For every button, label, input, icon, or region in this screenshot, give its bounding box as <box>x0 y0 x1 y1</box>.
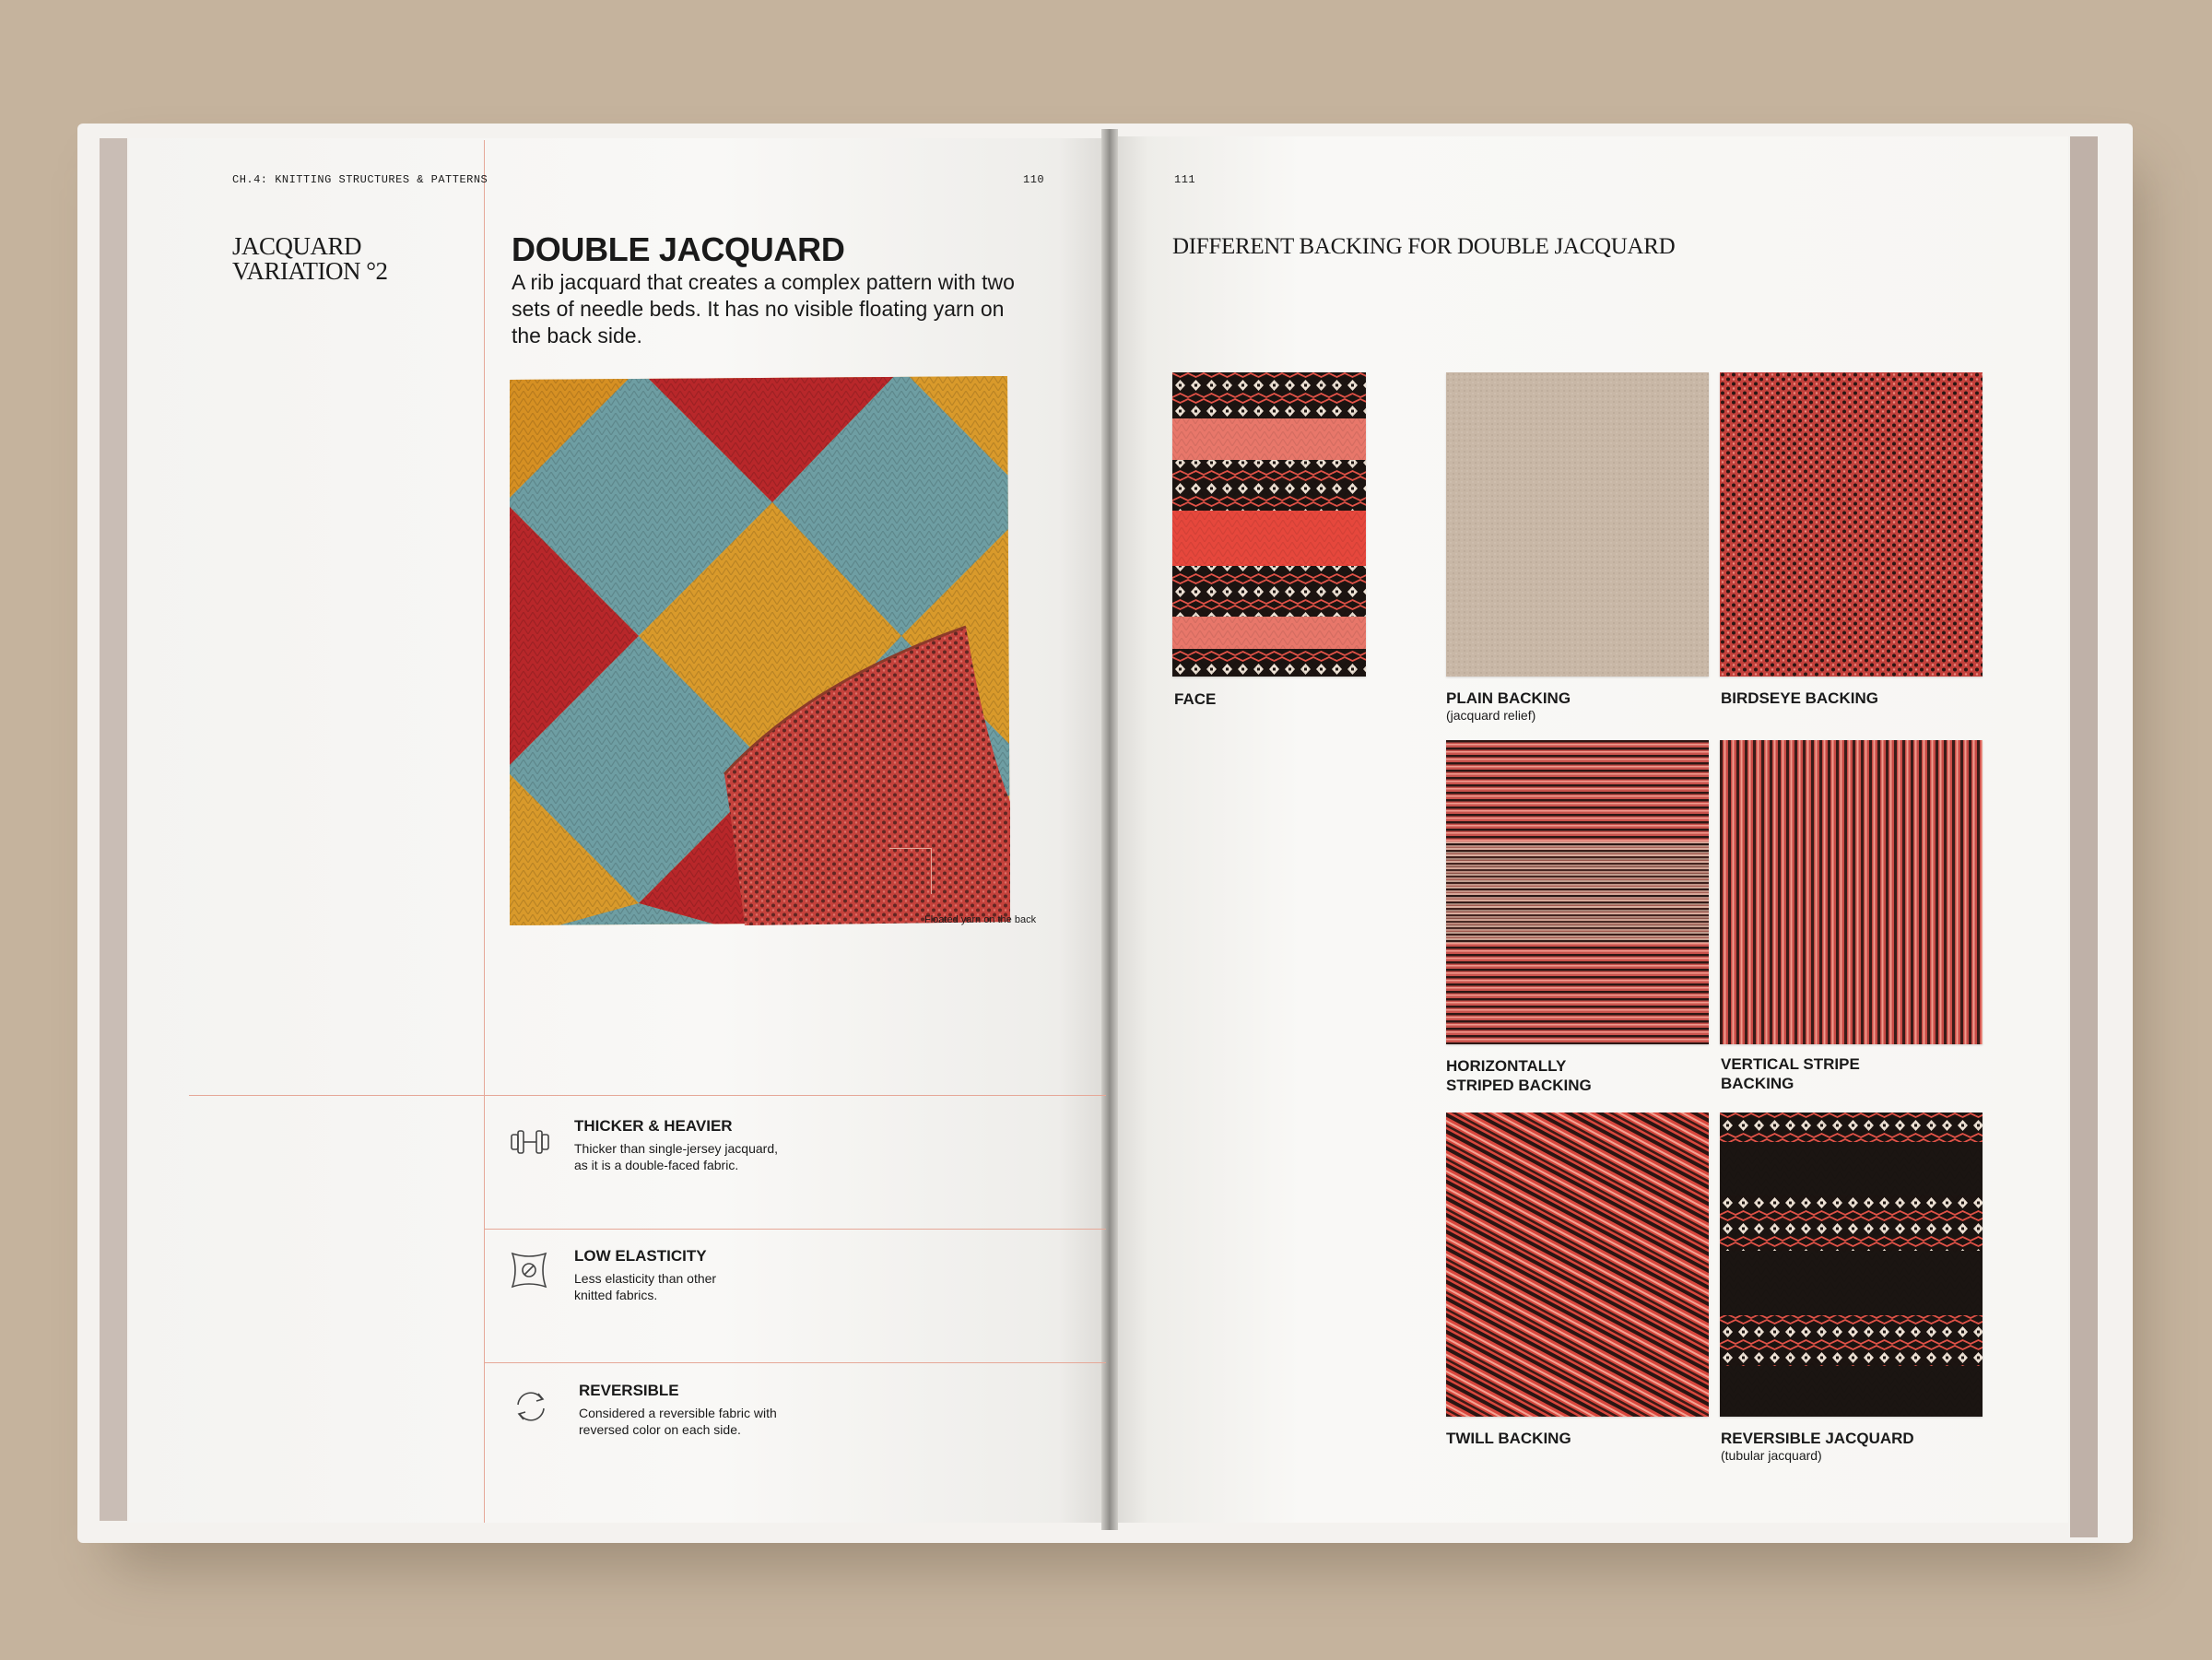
running-head: CH.4: KNITTING STRUCTURES & PATTERNS <box>232 173 488 186</box>
swatch-twill-backing <box>1446 1113 1709 1417</box>
swatch-label-reversible: REVERSIBLE JACQUARD <box>1721 1430 1914 1447</box>
feature-desc-line: Thicker than single-jersey jacquard, <box>574 1141 778 1156</box>
feature-divider-top <box>189 1095 1106 1096</box>
page-number-left: 110 <box>1023 173 1045 186</box>
swatch-label-face: FACE <box>1174 690 1217 708</box>
feature-title-thicker: THICKER & HEAVIER <box>574 1117 733 1135</box>
left-page-column-rule <box>484 140 485 1523</box>
page-number-right: 111 <box>1174 173 1196 186</box>
feature-desc-line: Less elasticity than other <box>574 1271 717 1286</box>
feature-divider-1 <box>484 1229 1106 1230</box>
callout-leader-h <box>889 848 931 849</box>
feature-desc-elasticity <box>574 1270 716 1303</box>
feature-desc-line: knitted fabrics. <box>574 1288 658 1302</box>
image-callout: Floated yarn on the back <box>924 914 1037 925</box>
swatch-reversible-jacquard <box>1720 1113 1983 1417</box>
feature-desc-line: as it is a double-faced fabric. <box>574 1158 739 1172</box>
feature-title-reversible: REVERSIBLE <box>579 1382 679 1399</box>
swatch-label-line: STRIPED BACKING <box>1446 1077 1592 1094</box>
variation-line-1: JACQUARD <box>232 232 362 260</box>
dumbbell-icon <box>509 1126 551 1158</box>
swatch-sub-reversible: (tubular jacquard) <box>1721 1448 1822 1463</box>
swatch-label-horizontal <box>1446 1056 1592 1095</box>
swatch-label-line: HORIZONTALLY <box>1446 1057 1567 1075</box>
swatch-horizontal-stripe-backing <box>1446 740 1709 1044</box>
swatch-sub-plain: (jacquard relief) <box>1446 708 1536 723</box>
swatch-label-birdseye: BIRDSEYE BACKING <box>1721 689 1878 707</box>
page-description: A rib jacquard that creates a complex pattern with two sets of needle beds. It has no visible floating yarn on the back side. <box>512 270 1015 347</box>
right-page-title: DIFFERENT BACKING FOR DOUBLE JACQUARD <box>1172 234 1676 259</box>
feature-desc-line: reversed color on each side. <box>579 1422 741 1437</box>
double-jacquard-sample-image <box>505 369 1040 940</box>
feature-desc-thicker <box>574 1140 778 1173</box>
feature-divider-2 <box>484 1362 1106 1363</box>
swatch-label-line: VERTICAL STRIPE <box>1721 1055 1860 1073</box>
feature-desc-reversible <box>579 1405 777 1438</box>
page-title: DOUBLE JACQUARD <box>512 230 845 268</box>
swatch-label-twill: TWILL BACKING <box>1446 1430 1571 1447</box>
swatch-label-line: BACKING <box>1721 1075 1794 1092</box>
variation-line-2: VARIATION °2 <box>232 257 388 285</box>
swatch-vertical-stripe-backing <box>1720 740 1983 1044</box>
book-gutter <box>1101 129 1118 1530</box>
feature-title-elasticity: LOW ELASTICITY <box>574 1247 707 1265</box>
swatch-label-vertical <box>1721 1054 1860 1093</box>
swatch-birdseye-backing <box>1720 372 1983 677</box>
reversible-arrows-icon <box>511 1386 551 1427</box>
swatch-plain-backing <box>1446 372 1709 677</box>
feature-desc-line: Considered a reversible fabric with <box>579 1406 777 1420</box>
swatch-label-plain: PLAIN BACKING <box>1446 689 1571 707</box>
swatch-face <box>1172 372 1366 677</box>
callout-leader-v <box>931 848 932 894</box>
variation-label <box>232 234 388 284</box>
no-stretch-icon <box>509 1250 549 1290</box>
cover-edge-left <box>100 138 127 1521</box>
cover-edge-right <box>2070 136 2098 1537</box>
